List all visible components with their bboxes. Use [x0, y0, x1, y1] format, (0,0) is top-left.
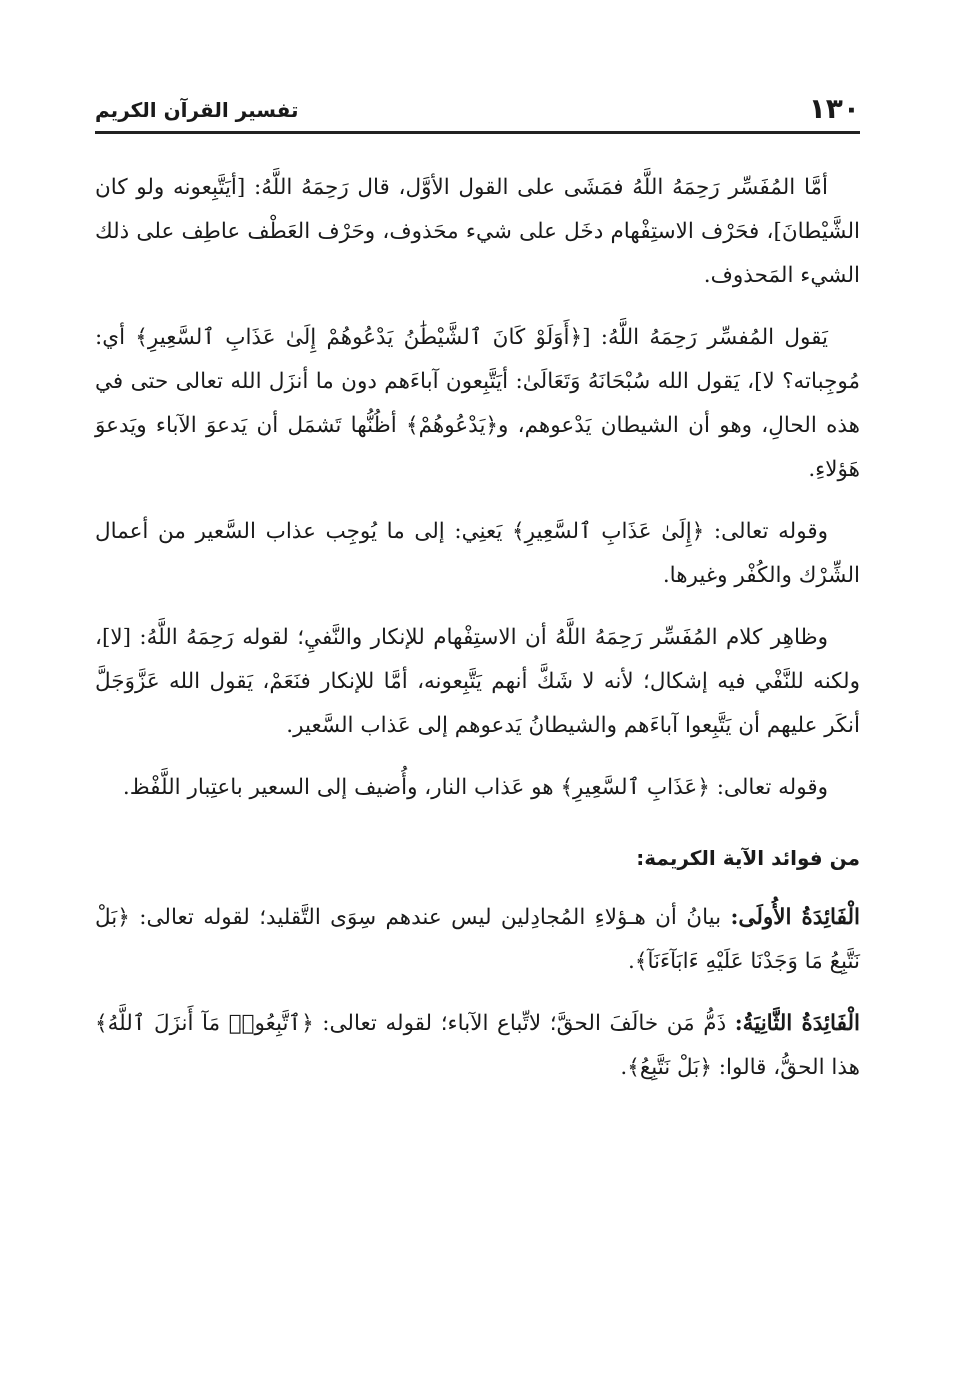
header-divider — [95, 131, 860, 134]
benefit-1-text: بيانُ أن هـؤلاءِ المُجادِلين ليس عندهم سِوَى التَّقليد؛ لقوله تعالى: ﴿بَلْ نَتَّبِعُ مَا وَجَدْنَا عَلَيْهِ ءَابَآءَنَآ﴾. — [95, 905, 860, 974]
page-number: ١٣٠ — [808, 92, 860, 125]
benefit-2 — [95, 1002, 860, 1090]
section-heading: من فوائد الآية الكريمة: — [636, 846, 860, 870]
paragraph-3: وقوله تعالى: ﴿إِلَىٰ عَذَابِ ٱلسَّعِيرِ﴾ يَعنِي: إلى ما يُوجِب عذاب السَّعير من أعمال الشِّرْك والكُفْر وغيرها. — [95, 519, 860, 588]
benefit-2-text: ذَمُّ مَن خالَفَ الحقَّ؛ لاتِّباع الآباء؛ لقوله تعالى: ﴿ٱتَّبِعُوا۟ مَآ أَنزَلَ ٱللَّهُ﴾ هذا الحقُّ، قالوا: ﴿بَلْ نَتَّبِعُ﴾. — [95, 1011, 860, 1080]
paragraph-1: أمَّا المُفَسِّر رَحِمَهُ اللَّهُ فمَشَى على القول الأوَّل، قال رَحِمَهُ اللَّهُ: [أيَتَّبِعونه ولو كان الشَّيْطانَ]، فحَرْف الاستِفْهام دخَل على شيء محَذوف، وحَرْف العَطْف عاطِف على ذلك الشيء المَحذوف. — [95, 175, 860, 288]
running-title: تفسير القرآن الكريم — [95, 98, 299, 122]
page-header — [95, 88, 860, 128]
page-body — [95, 166, 860, 1108]
paragraph-4: وظاهِر كلام المُفَسِّر رَحِمَهُ اللَّهُ أن الاستِفْهام للإنكار والنَّفيِ؛ لقوله رَحِمَهُ اللَّهُ: [لا]، ولكنه للنَّفْي فيه إشكال؛ لأنه لا شَكَّ أنهم يَتَّبِعونه، أمَّا للإنكار فنَعَمْ، يَقول الله عَزَّوَجَلَّ أنكَر عليهم أن يَتَّبِعوا آباءَهم والشيطانُ يَدعوهم إلى عَذاب السَّعير. — [95, 625, 860, 738]
benefit-1 — [95, 896, 860, 984]
benefit-2-label: الْفَائِدَةُ الثَّانِيَةُ: — [734, 1011, 860, 1036]
benefit-1-label: الْفَائِدَةُ الأُولَى: — [730, 905, 860, 930]
paragraph-5: وقوله تعالى: ﴿عَذَابِ ٱلسَّعِيرِ﴾ هو عَذاب النار، وأُضيف إلى السعير باعتِبار اللَّفْظ. — [122, 775, 828, 800]
paragraph-2: يَقول المُفسِّر رَحِمَهُ اللَّهُ: [﴿أَوَلَوْ كَانَ ٱلشَّيْطَٰنُ يَدْعُوهُمْ إِلَىٰ عَذَابِ ٱلسَّعِيرِ﴾ أي: مُوجِباته؟ لا]، يَقول الله سُبْحَانَهُ وَتَعَالَىٰ: أيَتَّبِعون آباءَهم دون ما أنزَل الله تعالى حتى في هذه الحالِ، وهو أن الشيطان يَدْعوهم، و﴿يَدْعُوهُمْ﴾ أظُنُّها تَشمَل أن يَدعوَ الآباء ويَدعوَ هَؤلاءِ. — [95, 325, 860, 482]
